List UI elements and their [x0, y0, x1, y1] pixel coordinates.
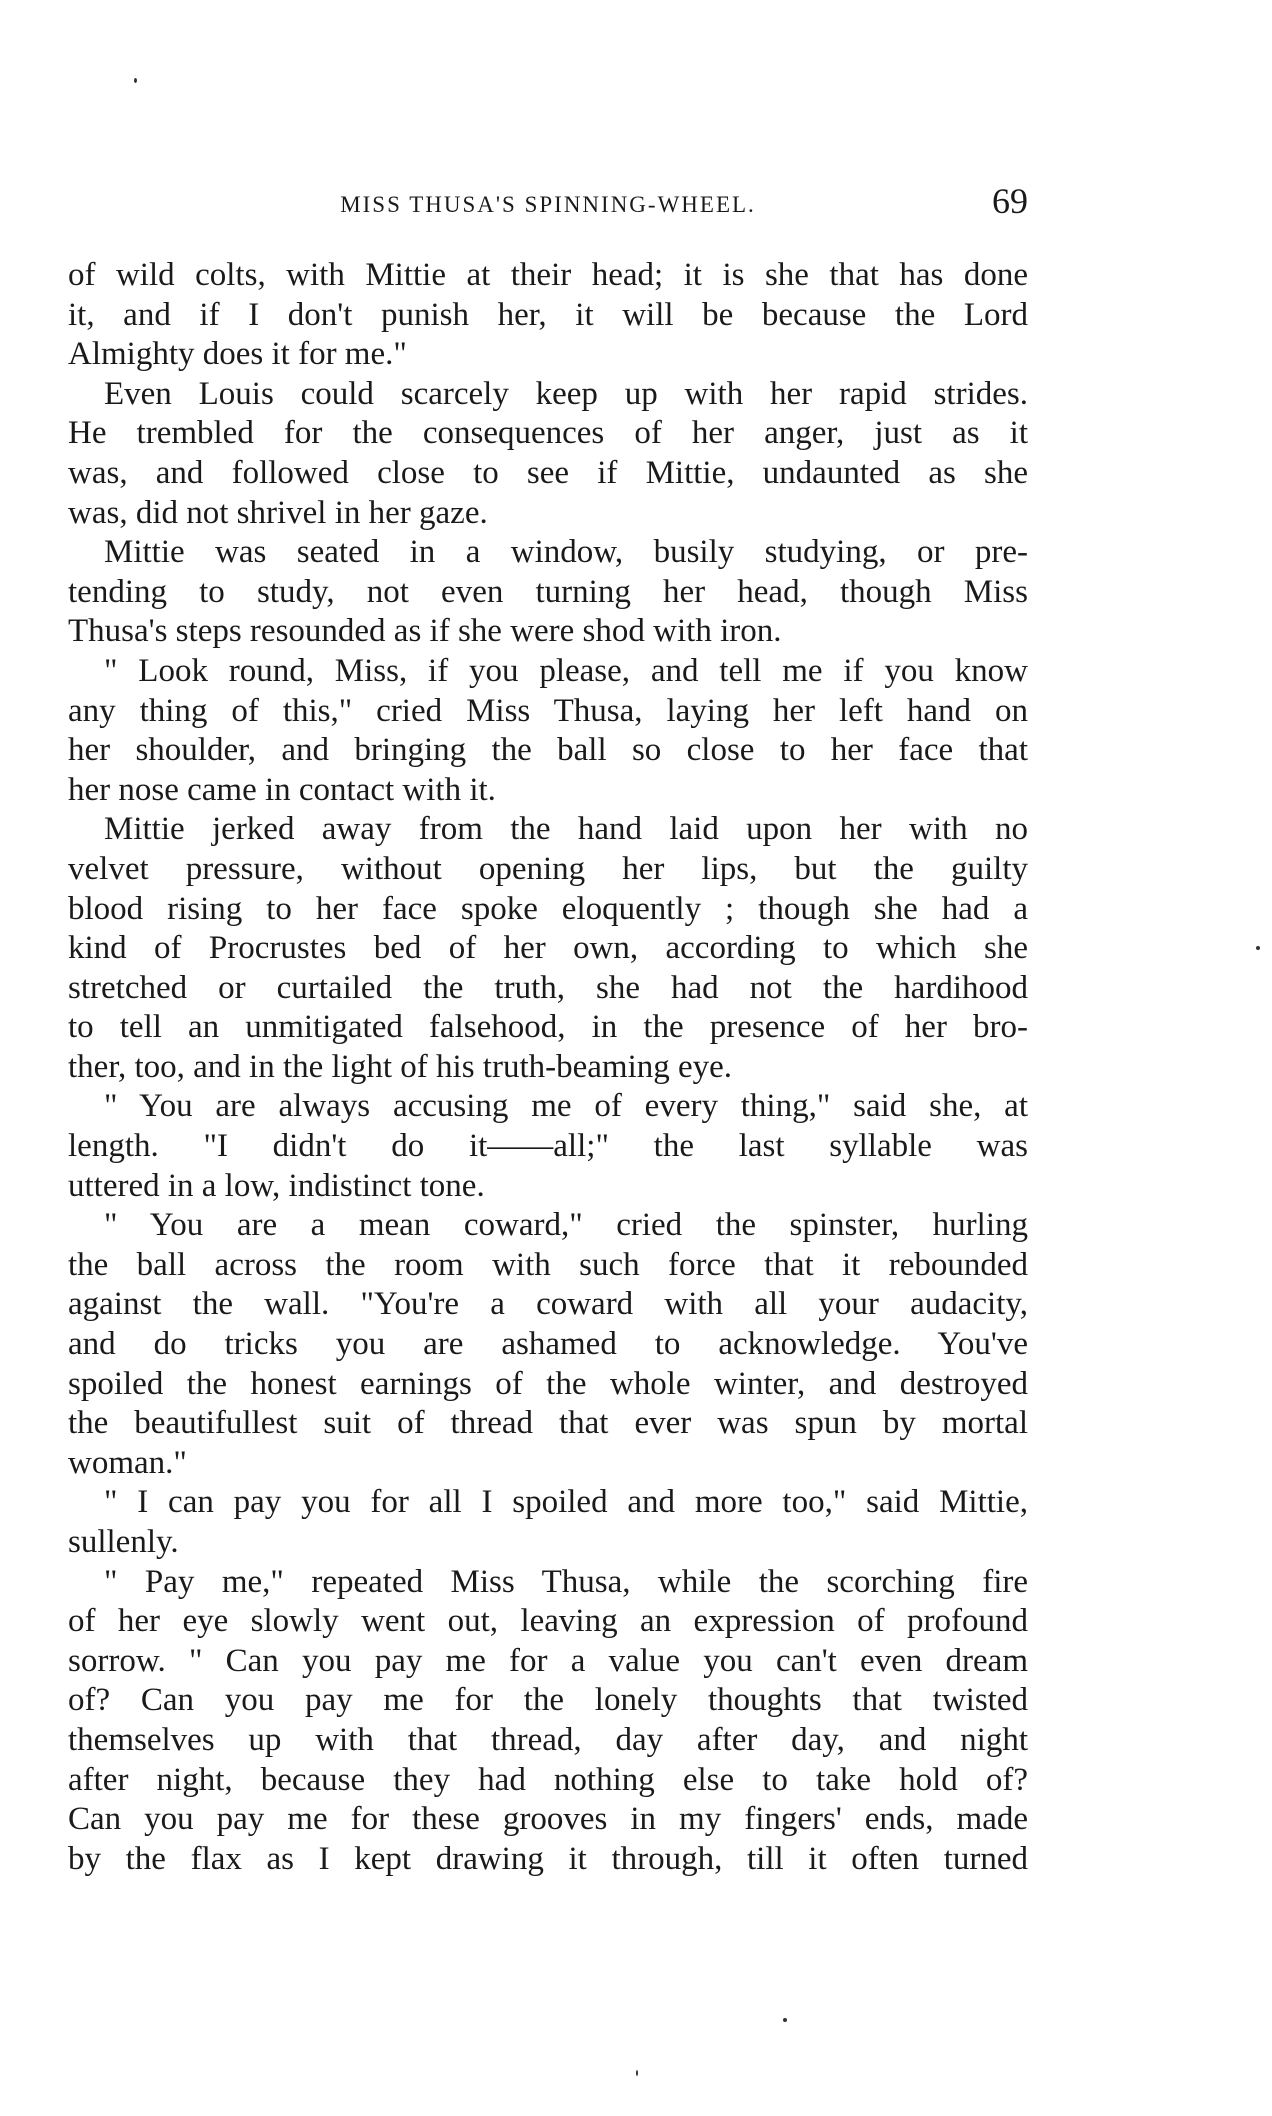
- text-line: He trembled for the consequences of her anger, just as it: [68, 415, 1028, 452]
- text-line: any thing of this," cried Miss Thusa, laying her left hand on: [68, 692, 1028, 729]
- ink-speck: [783, 2018, 787, 2022]
- text-line: was, and followed close to see if Mittie, undaunted as she: [68, 454, 1028, 491]
- text-line: and do tricks you are ashamed to acknowledge. You've: [68, 1326, 1028, 1363]
- text-line: tending to study, not even turning her head, though Miss: [68, 573, 1028, 610]
- body-text: [68, 256, 1028, 1879]
- text-line: " You are a mean coward," cried the spinster, hurling: [104, 1207, 1028, 1244]
- text-line: " Look round, Miss, if you please, and tell me if you know: [104, 652, 1028, 689]
- page-header: [68, 178, 1028, 222]
- text-line: " Pay me," repeated Miss Thusa, while the scorching fire: [104, 1563, 1028, 1600]
- text-line: themselves up with that thread, day after day, and night: [68, 1721, 1028, 1758]
- text-line: kind of Procrustes bed of her own, according to which she: [68, 930, 1028, 967]
- text-line: the beautifullest suit of thread that ever was spun by mortal: [68, 1405, 1028, 1442]
- text-line: Can you pay me for these grooves in my fingers' ends, made: [68, 1801, 1028, 1838]
- text-line: stretched or curtailed the truth, she had not the hardihood: [68, 969, 1028, 1006]
- text-line: woman.": [68, 1444, 187, 1481]
- text-line: sorrow. " Can you pay me for a value you can't even dream: [68, 1642, 1028, 1679]
- ink-speck: [1256, 946, 1260, 950]
- page-number: 69: [992, 181, 1028, 221]
- text-line: velvet pressure, without opening her lips, but the guilty: [68, 850, 1028, 887]
- text-line: of her eye slowly went out, leaving an expression of profound: [68, 1603, 1028, 1640]
- text-line: ther, too, and in the light of his truth-beaming eye.: [68, 1048, 733, 1085]
- running-head: MISS THUSA'S SPINNING-WHEEL.: [340, 192, 756, 217]
- text-line: to tell an unmitigated falsehood, in the presence of her bro-: [68, 1009, 1028, 1046]
- text-line: sullenly.: [68, 1524, 179, 1560]
- text-line: of wild colts, with Mittie at their head; it is she that has done: [68, 257, 1028, 293]
- text-line: Thusa's steps resounded as if she were shod with iron.: [68, 613, 782, 650]
- text-line: spoiled the honest earnings of the whole winter, and destroyed: [68, 1365, 1028, 1402]
- text-line: Even Louis could scarcely keep up with her rapid strides.: [104, 375, 1028, 412]
- text-line: Almighty does it for me.": [68, 336, 407, 373]
- ink-speck: [636, 2070, 638, 2076]
- text-line: of? Can you pay me for the lonely thoughts that twisted: [68, 1682, 1028, 1719]
- text-line: uttered in a low, indistinct tone.: [68, 1167, 485, 1204]
- text-line: her shoulder, and bringing the ball so close to her face that: [68, 732, 1028, 769]
- ink-speck: [134, 78, 137, 83]
- text-line: was, did not shrivel in her gaze.: [68, 494, 488, 531]
- text-line: by the flax as I kept drawing it through, till it often turned: [68, 1840, 1028, 1877]
- text-line: against the wall. "You're a coward with all your audacity,: [68, 1286, 1028, 1323]
- text-line: the ball across the room with such force that it rebounded: [68, 1246, 1028, 1283]
- text-line: blood rising to her face spoke eloquently ; though she had a: [68, 890, 1028, 927]
- text-line: Mittie was seated in a window, busily studying, or pre-: [104, 534, 1028, 571]
- text-line: Mittie jerked away from the hand laid upon her with no: [104, 811, 1028, 848]
- text-line: " I can pay you for all I spoiled and more too," said Mittie,: [104, 1484, 1028, 1521]
- text-line: after night, because they had nothing else to take hold of?: [68, 1761, 1028, 1798]
- text-line: " You are always accusing me of every thing," said she, at: [104, 1088, 1028, 1125]
- text-line: her nose came in contact with it.: [68, 771, 496, 808]
- text-line: length. "I didn't do it——all;" the last syllable was: [68, 1128, 1028, 1165]
- text-line: it, and if I don't punish her, it will be because the Lord: [68, 296, 1028, 333]
